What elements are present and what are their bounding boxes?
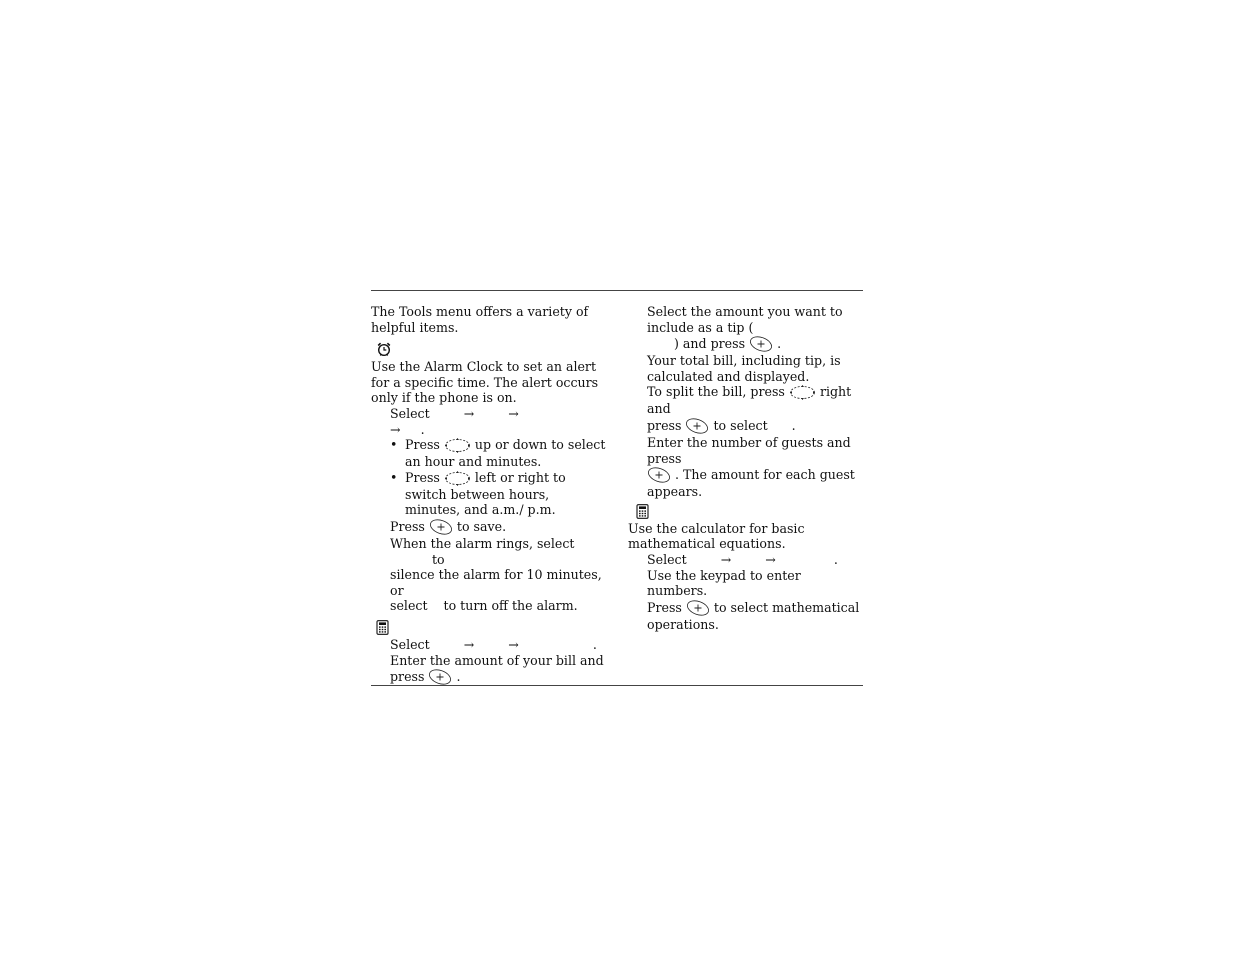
bullet-hours-minutes: • Press up or down to select an hour and minutes. xyxy=(390,437,606,470)
total-bill-step: Your total bill, including tip, is calculated and displayed. xyxy=(647,353,841,384)
select-key-icon xyxy=(428,668,452,686)
enter-bill-step: Enter the amount of your bill and press . xyxy=(371,653,607,687)
calculator-icon xyxy=(636,504,649,519)
tip-amount-step: Select the amount you want to include as a tip ( ) and press . xyxy=(628,304,864,353)
alarm-rings-step: When the alarm rings, selectto silence the alarm for 10 minutes, or select to turn off the alarm. xyxy=(390,535,602,614)
split-bill-step: To split the bill, press right and press to select . xyxy=(628,384,864,435)
select-key-icon xyxy=(647,466,671,484)
navigation-key-icon xyxy=(444,470,471,487)
select-key-icon xyxy=(686,599,710,617)
save-step: Press to save. xyxy=(371,518,607,536)
navigation-key-icon xyxy=(789,384,816,401)
keypad-step: Use the keypad to enter numbers. xyxy=(647,567,801,599)
tools-intro: The Tools menu offers a variety of helpful items. xyxy=(371,304,589,335)
calculator-description: Use the calculator for basic mathematical equations. xyxy=(628,520,805,552)
calculator-select-step: Select → → . xyxy=(647,551,838,567)
calculator-icon xyxy=(376,620,389,635)
right-column xyxy=(628,304,864,632)
alarm-description: Use the Alarm Clock to set an alert for a specific time. The alert occurs only if the phone is on. xyxy=(371,359,599,406)
left-column xyxy=(371,304,607,686)
select-key-icon xyxy=(429,518,453,536)
operations-step: Press to select mathematical operations. xyxy=(647,599,860,632)
guests-step: Enter the number of guests and press . The amount for each guest appears. xyxy=(647,434,855,500)
navigation-key-icon xyxy=(444,437,471,454)
tip-select-step: Select → → . xyxy=(390,636,597,652)
alarm-clock-icon xyxy=(376,341,392,357)
alarm-select-step: Select → → → . xyxy=(390,405,519,437)
select-key-icon xyxy=(749,335,773,353)
top-rule xyxy=(371,290,863,291)
bullet-switch-fields: • Press left or right to switch between hours, minutes, and a.m./ p.m. xyxy=(390,469,566,518)
select-key-icon xyxy=(685,417,709,435)
